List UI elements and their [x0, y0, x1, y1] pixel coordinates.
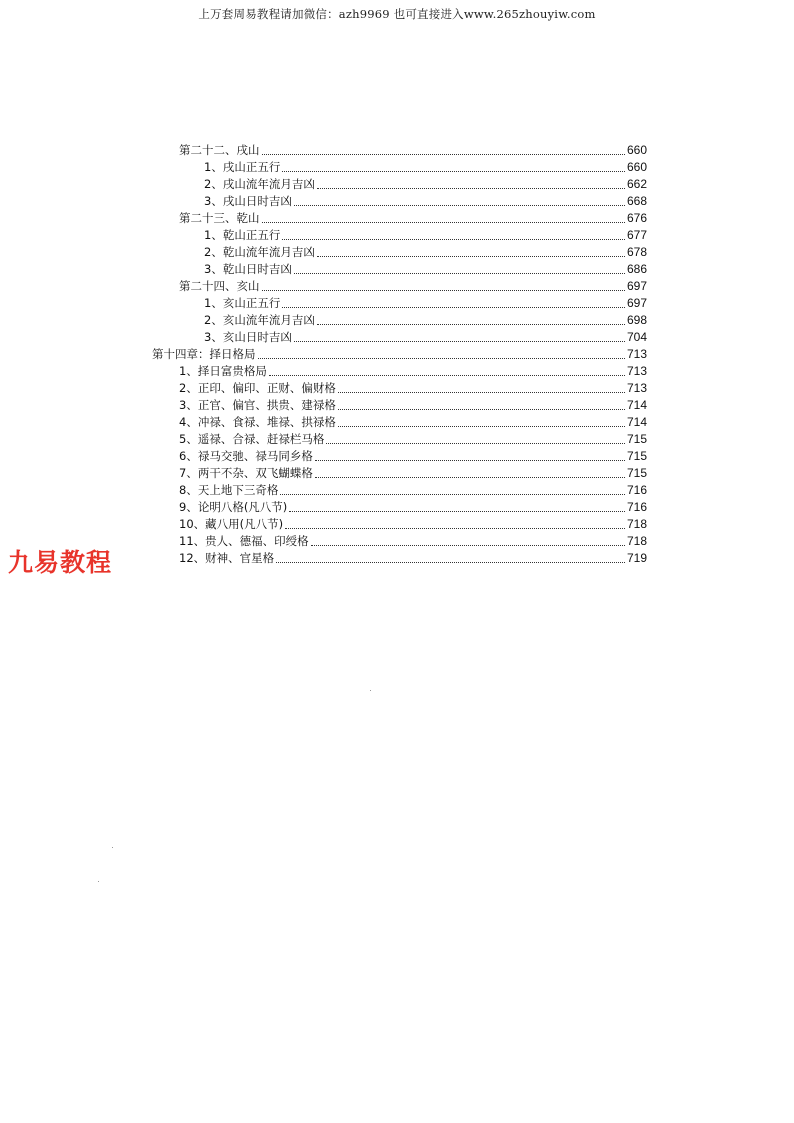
watermark-logo: 九易教程 [8, 548, 113, 577]
toc-entry-label: 5、遥禄、合禄、赶禄栏马格 [179, 432, 325, 446]
toc-entry[interactable] [179, 396, 647, 413]
toc-entry-label: 6、禄马交驰、禄马同乡格 [179, 449, 313, 463]
toc-dot-leader [338, 392, 625, 393]
toc-entry[interactable] [179, 549, 647, 566]
toc-entry-page-number: 698 [626, 313, 647, 327]
toc-entry[interactable] [204, 158, 647, 175]
toc-entry-label: 第二十二、戌山 [179, 143, 260, 157]
toc-entry-page-number: 715 [626, 449, 647, 463]
toc-dot-leader [258, 358, 625, 359]
toc-entry[interactable] [179, 277, 647, 294]
toc-entry[interactable] [179, 413, 647, 430]
toc-entry[interactable] [179, 464, 647, 481]
toc-dot-leader [282, 239, 625, 240]
toc-entry-page-number: 719 [626, 551, 647, 565]
toc-entry-page-number: 715 [626, 432, 647, 446]
toc-dot-leader [262, 290, 625, 291]
toc-entry-label: 1、择日富贵格局 [179, 364, 267, 378]
toc-entry-label: 第二十三、乾山 [179, 211, 260, 225]
toc-dot-leader [269, 375, 625, 376]
toc-entry-label: 7、两干不杂、双飞蝴蝶格 [179, 466, 313, 480]
toc-entry-page-number: 713 [626, 347, 647, 361]
toc-entry[interactable] [179, 379, 647, 396]
toc-entry[interactable] [179, 447, 647, 464]
toc-entry-page-number: 716 [626, 483, 647, 497]
toc-entry-page-number: 678 [626, 245, 647, 259]
toc-entry-page-number: 704 [626, 330, 647, 344]
toc-dot-leader [262, 222, 625, 223]
toc-entry-page-number: 668 [626, 194, 647, 208]
toc-entry-label: 11、贵人、德福、印绶格 [179, 534, 309, 548]
toc-entry-page-number: 713 [626, 364, 647, 378]
toc-dot-leader [282, 171, 625, 172]
toc-dot-leader [276, 562, 625, 563]
toc-dot-leader [294, 205, 625, 206]
toc-dot-leader [294, 273, 625, 274]
toc-entry-page-number: 677 [626, 228, 647, 242]
toc-dot-leader [338, 409, 625, 410]
toc-entry-page-number: 714 [626, 398, 647, 412]
toc-entry-page-number: 697 [626, 279, 647, 293]
page-header-notice: 上万套周易教程请加微信：azh9969 也可直接进入www.265zhouyiw.com [198, 7, 596, 21]
toc-entry-page-number: 660 [626, 143, 647, 157]
toc-entry-label: 2、乾山流年流月吉凶 [204, 245, 315, 259]
toc-entry-label: 3、乾山日时吉凶 [204, 262, 292, 276]
toc-entry-label: 1、乾山正五行 [204, 228, 281, 242]
toc-entry[interactable] [204, 328, 647, 345]
toc-entry-label: 1、亥山正五行 [204, 296, 281, 310]
toc-entry-label: 2、正印、偏印、正财、偏财格 [179, 381, 336, 395]
toc-dot-leader [311, 545, 625, 546]
toc-dot-leader [289, 511, 625, 512]
toc-entry[interactable] [204, 192, 647, 209]
toc-entry-page-number: 715 [626, 466, 647, 480]
toc-entry-page-number: 660 [626, 160, 647, 174]
toc-entry-label: 8、天上地下三奇格 [179, 483, 279, 497]
scan-speck [98, 881, 99, 882]
toc-entry[interactable] [179, 481, 647, 498]
toc-dot-leader [315, 460, 625, 461]
toc-entry-page-number: 718 [626, 517, 647, 531]
toc-dot-leader [294, 341, 625, 342]
toc-entry-label: 12、财神、官星格 [179, 551, 275, 565]
toc-entry-label: 10、藏八用(凡八节) [179, 517, 284, 531]
toc-entry-label: 第二十四、亥山 [179, 279, 260, 293]
toc-dot-leader [285, 528, 625, 529]
toc-entry[interactable] [179, 498, 647, 515]
toc-entry-page-number: 697 [626, 296, 647, 310]
toc-dot-leader [317, 188, 625, 189]
toc-entry[interactable] [204, 175, 647, 192]
toc-entry[interactable] [179, 362, 647, 379]
toc-dot-leader [317, 324, 625, 325]
toc-entry[interactable] [179, 141, 647, 158]
toc-entry-page-number: 718 [626, 534, 647, 548]
toc-entry-page-number: 686 [626, 262, 647, 276]
toc-entry[interactable] [204, 294, 647, 311]
toc-entry[interactable] [204, 243, 647, 260]
toc-entry[interactable] [204, 226, 647, 243]
toc-entry-label: 1、戌山正五行 [204, 160, 281, 174]
toc-entry[interactable] [179, 515, 647, 532]
toc-entry-page-number: 713 [626, 381, 647, 395]
toc-entry[interactable] [204, 311, 647, 328]
toc-dot-leader [282, 307, 625, 308]
toc-entry-page-number: 676 [626, 211, 647, 225]
toc-entry-label: 4、冲禄、食禄、堆禄、拱禄格 [179, 415, 336, 429]
toc-entry[interactable] [152, 345, 647, 362]
toc-entry-label: 3、正官、偏官、拱贵、建禄格 [179, 398, 336, 412]
toc-entry[interactable] [204, 260, 647, 277]
toc-entry-label: 2、亥山流年流月吉凶 [204, 313, 315, 327]
toc-entry[interactable] [179, 209, 647, 226]
toc-entry[interactable] [179, 532, 647, 549]
scan-speck [370, 690, 371, 691]
toc-entry-page-number: 662 [626, 177, 647, 191]
toc-entry[interactable] [179, 430, 647, 447]
toc-entry-label: 2、戌山流年流月吉凶 [204, 177, 315, 191]
toc-dot-leader [326, 443, 625, 444]
scan-speck [112, 847, 113, 848]
toc-entry-label: 9、论明八格(凡八节) [179, 500, 288, 514]
toc-dot-leader [262, 154, 625, 155]
toc-dot-leader [338, 426, 625, 427]
toc-entry-label: 3、戌山日时吉凶 [204, 194, 292, 208]
toc-entry-label: 3、亥山日时吉凶 [204, 330, 292, 344]
toc-entry-page-number: 714 [626, 415, 647, 429]
toc-dot-leader [280, 494, 625, 495]
toc-dot-leader [315, 477, 625, 478]
toc-entry-page-number: 716 [626, 500, 647, 514]
toc-entry-label: 第十四章：择日格局 [152, 347, 256, 361]
toc-dot-leader [317, 256, 625, 257]
